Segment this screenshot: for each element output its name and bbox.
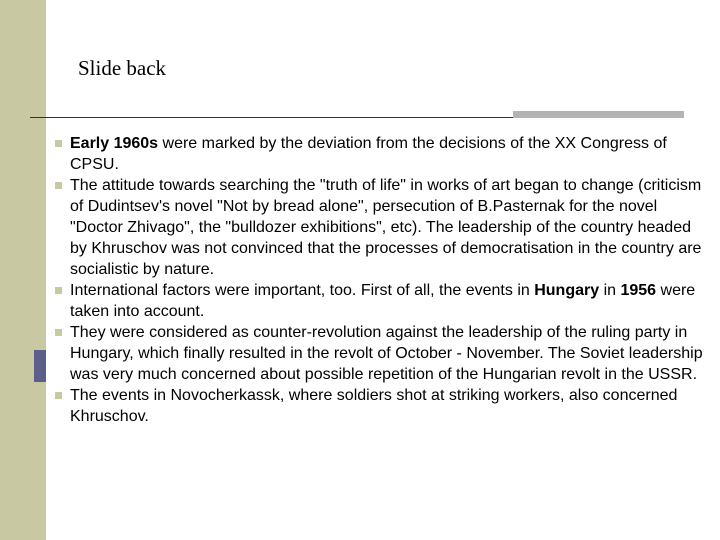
bullet-3-bold-hungary: Hungary	[534, 282, 600, 299]
bullet-4-text: They were considered as counter-revolution against the leadership of the ruling party in Hungary, which finally resulted in the revolt of October - November. The Soviet leadership was very much concerned about possible repetition of the Hungarian revolt in the USSR.	[70, 324, 703, 383]
bullet-2-text: The attitude towards searching the "truth of life" in works of art began to change (criticism of Dudintsev's novel "Not by bread alone", persecution of B.Pasternak for the novel "Doctor Zhivago", the "bulldozer exhibitions", etc). The leadership of the country headed by Khruschov was not convinced that the processes of democratisation in the country are socialistic by nature.	[70, 177, 702, 278]
bullet-1-text: were marked by the deviation from the decisions of the XX Congress of CPSU.	[70, 135, 667, 173]
bullet-square-icon	[55, 182, 62, 189]
slide-title: Slide back	[78, 56, 167, 80]
bullet-3-text-before: International factors were important, too. First of all, the events in	[70, 282, 535, 299]
bullet-5-text: The events in Novocherkassk, where soldiers shot at striking workers, also concerned Khruschov.	[70, 387, 678, 425]
bullet-item-1	[46, 133, 706, 175]
bullet-square-icon	[55, 140, 62, 147]
left-accent-band	[0, 0, 46, 540]
bullet-item-3	[46, 280, 706, 322]
bullet-3-bold-year: 1956	[620, 282, 657, 299]
bullet-list	[46, 133, 706, 427]
bullet-3-text-mid: in	[599, 282, 621, 299]
bullet-square-icon	[55, 392, 62, 399]
bullet-item-4	[46, 322, 706, 385]
left-accent-mark	[34, 350, 46, 382]
bullet-3-text-after: were taken into account.	[70, 282, 696, 320]
bullet-1-bold-lead: Early 1960s	[70, 135, 159, 152]
bullet-item-5	[46, 385, 706, 427]
title-divider-block	[513, 111, 684, 118]
bullet-square-icon	[55, 329, 62, 336]
bullet-item-2	[46, 175, 706, 280]
bullet-square-icon	[55, 287, 62, 294]
